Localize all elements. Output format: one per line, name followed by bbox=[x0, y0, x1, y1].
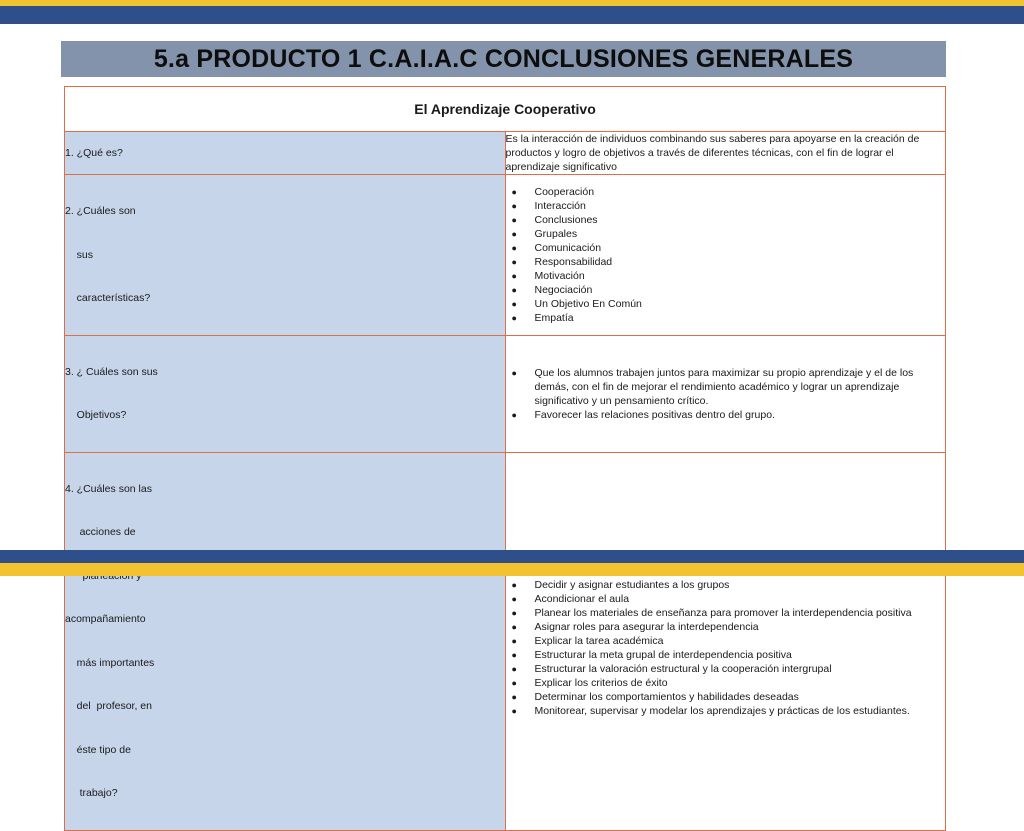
bullet-icon: ● bbox=[511, 367, 517, 378]
question-line: 2. ¿Cuáles son bbox=[65, 205, 136, 217]
bullet-icon: ● bbox=[511, 298, 517, 309]
list-item: ● Que los alumnos trabajen juntos para maximizar su propio aprendizaje y el de los demás, con el fin de mejorar el rendimiento académico y lograr un aprendizaje significativo y un pensamiento crítico. bbox=[511, 366, 914, 407]
question-line: más importantes bbox=[65, 656, 155, 669]
bullet-icon: ● bbox=[511, 650, 517, 660]
title-bar bbox=[61, 41, 946, 77]
question-line: características? bbox=[65, 292, 151, 304]
list-item: ● Interacción bbox=[511, 199, 586, 212]
bottom-navy-stripe bbox=[0, 550, 1024, 563]
top-navy-stripe bbox=[0, 6, 1024, 24]
table-row bbox=[65, 452, 946, 830]
bullet-icon: ● bbox=[511, 608, 517, 618]
bullet-icon: ● bbox=[511, 214, 517, 225]
list-item: ● Responsabilidad bbox=[511, 255, 613, 268]
question-line: 3. ¿ Cuáles son sus bbox=[65, 365, 158, 378]
list-item: ● Asignar roles para asegurar la interdependencia bbox=[511, 621, 759, 633]
list-item: ● Conclusiones bbox=[511, 213, 598, 226]
list-item: ● Determinar los comportamientos y habilidades deseadas bbox=[511, 691, 799, 703]
list-item: ● Estructurar la valoración estructural y la cooperación intergrupal bbox=[511, 663, 832, 675]
table-row bbox=[65, 175, 946, 336]
list-item: ● Grupales bbox=[511, 227, 578, 240]
question-cell bbox=[65, 175, 506, 336]
bullet-icon: ● bbox=[511, 256, 517, 267]
actions-list bbox=[506, 564, 946, 718]
slide-title: 5.a PRODUCTO 1 C.A.I.A.C CONCLUSIONES GENERALES bbox=[153, 44, 854, 73]
bullet-icon: ● bbox=[511, 706, 517, 716]
question-line: 4. ¿Cuáles son las bbox=[65, 482, 152, 495]
question-line: Objetivos? bbox=[65, 409, 127, 421]
list-item: ● Decidir y asignar estudiantes a los grupos bbox=[511, 579, 730, 591]
list-item: ● Monitorear, supervisar y modelar los aprendizajes y prácticas de los estudiantes. bbox=[511, 705, 910, 717]
bullet-icon: ● bbox=[511, 664, 517, 674]
list-item: ● Comunicación bbox=[511, 241, 602, 254]
question-line: acompañamiento bbox=[65, 613, 146, 625]
answer-cell bbox=[505, 335, 946, 452]
list-item: ● Cooperación bbox=[511, 185, 595, 198]
bullet-icon: ● bbox=[511, 200, 517, 211]
bullet-icon: ● bbox=[511, 594, 517, 604]
cooperative-learning-table bbox=[64, 86, 946, 831]
list-item: ● Favorecer las relaciones positivas dentro del grupo. bbox=[511, 408, 775, 421]
list-item: ● Negociación bbox=[511, 283, 593, 296]
table-row bbox=[65, 335, 946, 452]
table-header-row bbox=[65, 87, 946, 132]
bullet-icon: ● bbox=[511, 228, 517, 239]
characteristics-list bbox=[506, 185, 946, 325]
bullet-icon: ● bbox=[511, 622, 517, 632]
list-item: ● Estructurar la meta grupal de interdependencia positiva bbox=[511, 649, 792, 661]
question-line: acciones de bbox=[65, 526, 136, 538]
list-item: ● Un Objetivo En Común bbox=[511, 297, 642, 310]
bullet-icon: ● bbox=[511, 636, 517, 646]
answer-cell bbox=[505, 175, 946, 336]
bullet-icon: ● bbox=[511, 692, 517, 702]
bullet-icon: ● bbox=[511, 270, 517, 281]
table-header: El Aprendizaje Cooperativo bbox=[65, 87, 946, 132]
bullet-icon: ● bbox=[511, 678, 517, 688]
question-cell bbox=[65, 452, 506, 830]
bottom-gold-stripe bbox=[0, 563, 1024, 576]
bullet-icon: ● bbox=[511, 312, 517, 323]
list-item: ● Planear los materiales de enseñanza para promover la interdependencia positiva bbox=[511, 607, 912, 619]
question-line: trabajo? bbox=[65, 787, 118, 799]
question-line: del profesor, en bbox=[65, 700, 152, 712]
list-item: ● Empatía bbox=[511, 311, 574, 324]
question-cell bbox=[65, 132, 506, 175]
bullet-icon: ● bbox=[511, 409, 517, 420]
table-row bbox=[65, 132, 946, 175]
question-cell bbox=[65, 335, 506, 452]
bullet-icon: ● bbox=[511, 284, 517, 295]
list-item: ● Explicar la tarea académica bbox=[511, 635, 664, 647]
bullet-icon: ● bbox=[511, 242, 517, 253]
objectives-list bbox=[506, 366, 946, 422]
list-item: ● Motivación bbox=[511, 269, 585, 282]
list-item: ● Acondicionar el aula bbox=[511, 593, 630, 605]
answer-cell: Es la interacción de individuos combinando sus saberes para apoyarse en la creación de productos y logro de objetivos a través de diferentes técnicas, con el fin de lograr el aprendizaje significativo bbox=[505, 132, 946, 175]
list-item: ● Explicar los criterios de éxito bbox=[511, 677, 668, 689]
bullet-icon: ● bbox=[511, 580, 517, 590]
question-line: sus bbox=[65, 248, 94, 261]
bullet-icon: ● bbox=[511, 186, 517, 197]
answer-cell bbox=[505, 452, 946, 830]
question-line: éste tipo de bbox=[65, 743, 131, 756]
question-line: 1. ¿Qué es? bbox=[65, 146, 123, 159]
